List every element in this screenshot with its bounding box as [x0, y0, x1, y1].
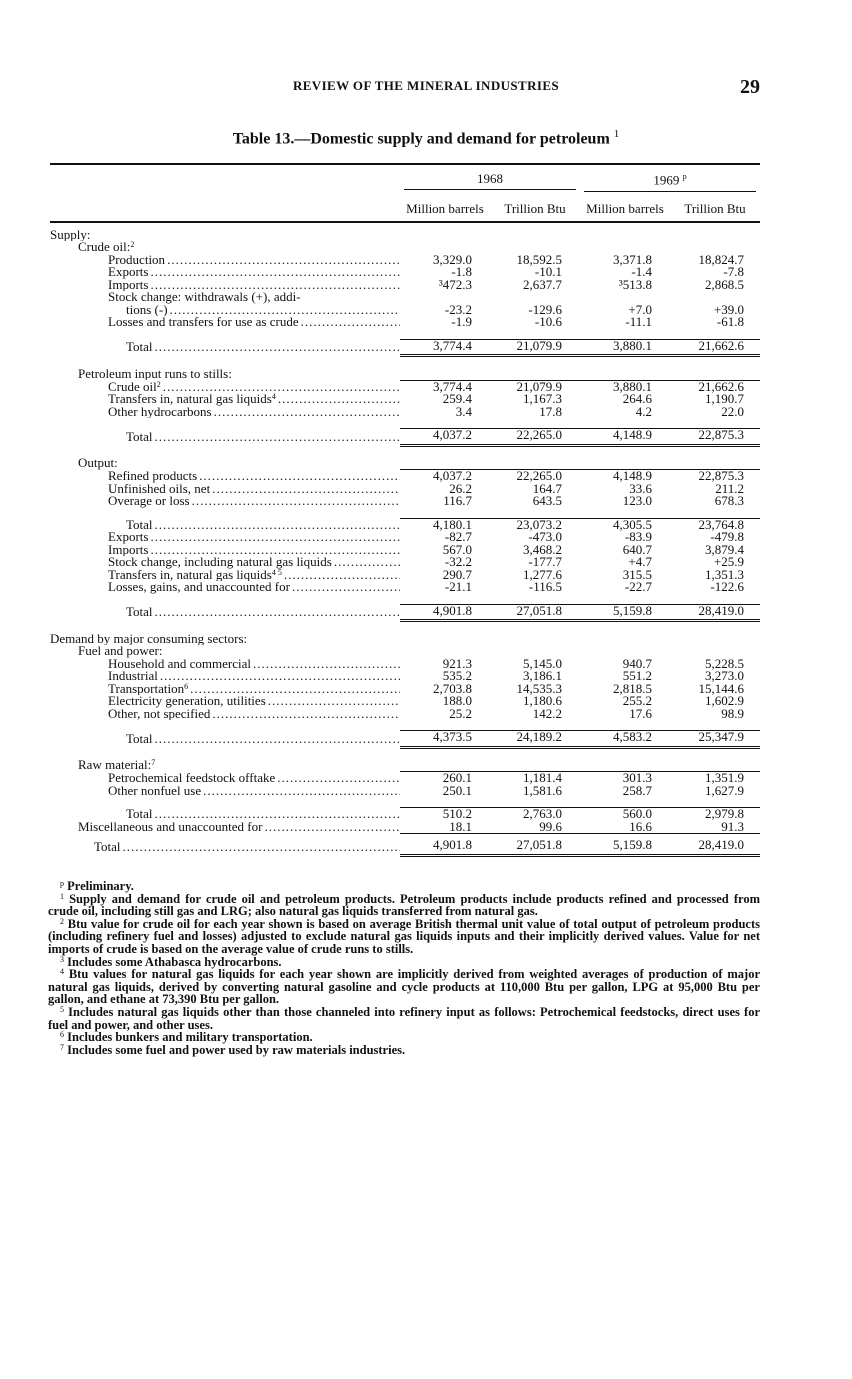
table-row [50, 556, 760, 569]
table-section-heading [50, 356, 760, 381]
table-row [50, 581, 760, 594]
table-cell: 21,079.9 [490, 380, 580, 393]
footnote-mark: 6 [60, 1030, 64, 1040]
table-cell [670, 621, 760, 646]
table-cell: -32.2 [444, 556, 472, 569]
table-cell: 3,371.8 [613, 253, 652, 267]
table-cell: 15,144.6 [698, 682, 744, 696]
table-cell [400, 645, 490, 658]
table-cell: -1.8 [451, 266, 472, 279]
row-label: Crude oil$^2$ ..... [50, 380, 400, 393]
stub-header [50, 164, 400, 196]
table-cell [400, 445, 490, 470]
row-label: Refined products ..... [50, 470, 400, 483]
unit-header: Million barrels [586, 200, 664, 216]
table-section-heading [50, 621, 760, 646]
table-cell: -23.2 [444, 303, 472, 317]
table-cell [580, 356, 670, 381]
table-cell: -61.8 [716, 316, 744, 329]
table-cell [400, 621, 490, 646]
table-title-text: Table 13.—Domestic supply and demand for petroleum [232, 130, 610, 148]
table-row [50, 393, 760, 406]
table-cell: -10.6 [534, 316, 562, 329]
table-row [50, 279, 760, 292]
table-cell: 3,186.1 [523, 670, 562, 683]
table-row [50, 470, 760, 483]
table-cell: 33.6 [629, 482, 652, 496]
year-header-row [50, 164, 760, 196]
table-cell [400, 291, 490, 304]
footnote [48, 918, 760, 956]
footnote-text: Supply and demand for crude oil and petroleum products. Petroleum products include products refined and processed from crude oil, including still gas and LRG; also natural gas liquids transferred from natural gas. [48, 891, 760, 919]
footnote-mark: 2 [60, 916, 64, 926]
table-cell: 1,627.9 [705, 784, 744, 798]
table-cell [490, 747, 580, 772]
table-section-heading [50, 445, 760, 470]
row-label: Petrochemical feedstock offtake ..... [50, 772, 400, 785]
table-cell: 940.7 [622, 657, 652, 671]
table-cell [580, 645, 670, 658]
table-cell [670, 356, 760, 381]
table-row [50, 266, 760, 279]
table-cell: 560.0 [580, 808, 670, 821]
row-label: Demand by major consuming sectors: [50, 632, 248, 646]
table-cell [400, 222, 490, 242]
table-cell: -7.8 [723, 266, 744, 279]
table-cell: 535.2 [442, 670, 472, 683]
table-cell: 27,051.8 [490, 834, 580, 856]
footnote [48, 893, 760, 918]
table-cell: 18.1 [449, 820, 472, 834]
table-cell [670, 222, 760, 242]
table-cell: 5,159.8 [580, 834, 670, 856]
table-cell: 5,145.0 [523, 657, 562, 671]
table-cell: 28,419.0 [670, 604, 760, 621]
table-cell: 26.2 [449, 482, 472, 496]
footnotes [48, 880, 760, 1056]
table-cell: 116.7 [443, 495, 472, 508]
table-cell [580, 241, 670, 254]
table-cell: 2,763.0 [490, 808, 580, 821]
table-cell: 22.0 [721, 405, 744, 419]
table-cell: 5,159.8 [580, 604, 670, 621]
row-label: Other, not specified ..... [50, 708, 400, 721]
table-cell [670, 747, 760, 772]
table-cell: 4,901.8 [400, 604, 490, 621]
table-cell: 164.7 [532, 482, 562, 496]
table-title-ref: 1 [613, 128, 620, 140]
footnote [48, 968, 760, 1006]
table-cell [400, 241, 490, 254]
table-cell: 2,818.5 [613, 682, 652, 696]
table-cell: 91.3 [721, 820, 744, 834]
table-cell: 22,265.0 [490, 470, 580, 483]
table-cell [400, 356, 490, 381]
footnote-mark: 7 [60, 1042, 64, 1052]
table-cell: 3,774.4 [400, 380, 490, 393]
table-cell: 4,305.5 [580, 518, 670, 531]
table-cell: 23,073.2 [490, 518, 580, 531]
table-cell: 567.0 [442, 543, 472, 557]
table-cell [670, 241, 760, 254]
table-cell: 123.0 [622, 495, 652, 508]
page-number: 29 [740, 76, 760, 98]
table-cell: 258.7 [622, 784, 652, 798]
table-cell: 2,703.8 [433, 682, 472, 696]
table-cell: 22,875.3 [670, 470, 760, 483]
table-cell: 678.3 [714, 495, 744, 508]
row-label: Total ..... [50, 834, 400, 856]
footnote-text: Includes some fuel and power used by raw materials industries. [67, 1042, 406, 1057]
table-cell: 1,181.4 [490, 772, 580, 785]
footnote-mark: 4 [60, 967, 64, 977]
table-cell: 1,602.9 [705, 695, 744, 708]
table-cell: 551.2 [622, 670, 652, 683]
footnote-ref: 4 5 [271, 568, 282, 577]
row-label: Transfers in, natural gas liquids$^{4 5}$ ..... [50, 569, 400, 582]
table-cell [670, 645, 760, 658]
table-cell: 1,180.6 [523, 695, 562, 708]
table-section-heading [50, 645, 760, 658]
row-label: tions (-) ..... [50, 304, 400, 317]
table-row [50, 316, 760, 329]
table-cell: 1,277.6 [523, 568, 562, 582]
table-row [50, 483, 760, 496]
table-cell: 3.4 [455, 405, 472, 419]
table-cell [670, 445, 760, 470]
footnote-text: Includes natural gas liquids other than those channeled into refinery input as follows: Petrochemical feedstocks, direct uses for fuel and power, and other uses. [48, 1004, 760, 1032]
row-label: Total ..... [50, 808, 400, 821]
table-cell: -129.6 [528, 303, 562, 317]
table-cell: +39.0 [713, 303, 744, 317]
table-cell: 4,901.8 [400, 834, 490, 856]
table-cell: 301.3 [580, 772, 670, 785]
table-cell: 250.1 [442, 784, 472, 798]
table-body [50, 222, 760, 856]
table-cell: 290.7 [442, 568, 472, 582]
row-label: Transportation$^6$ ..... [50, 683, 400, 696]
table-cell: 21,079.9 [490, 339, 580, 356]
table-cell: -177.7 [528, 556, 562, 569]
unit-header-row [50, 196, 760, 221]
table-cell: ³513.8 [618, 278, 652, 292]
table-cell: 4,373.5 [400, 731, 490, 748]
row-label: Exports ..... [50, 266, 400, 279]
table-section-heading [50, 291, 760, 304]
table-cell: 21,662.6 [670, 380, 760, 393]
table-total-row [50, 808, 760, 821]
table-cell: 22,265.0 [490, 429, 580, 446]
table-cell: 23,764.8 [670, 518, 760, 531]
table-row [50, 495, 760, 508]
year-header-1968: 1968 [404, 173, 576, 191]
table-cell: 3,329.0 [433, 253, 472, 267]
table-cell: 3,468.2 [523, 543, 562, 557]
table-cell: 28,419.0 [670, 834, 760, 856]
footnote-text: Includes bunkers and military transportation. [67, 1030, 313, 1045]
row-label: Exports ..... [50, 531, 400, 544]
row-label: Industrial ..... [50, 670, 400, 683]
table-cell: -1.9 [451, 316, 472, 329]
table-cell [490, 445, 580, 470]
table-row [50, 406, 760, 419]
table-total-row [50, 731, 760, 748]
table-cell: 4,037.2 [400, 470, 490, 483]
table-cell: +7.0 [628, 303, 652, 317]
table-cell: 4.2 [635, 405, 652, 419]
table-cell [580, 222, 670, 242]
footnote-ref: 7 [151, 759, 156, 768]
row-label: Unfinished oils, net ..... [50, 483, 400, 496]
row-label: Stock change: withdrawals (+), addi- [108, 291, 301, 304]
footnote-ref: 4 [271, 393, 276, 402]
unit-header: Million barrels [406, 200, 484, 216]
footnote-text: Btu value for crude oil for each year shown is based on average British thermal unit value of total output of petroleum products (including refinery fuel and losses) adjusted to exclude natural gas liquids inputs and their implicitly derived values. Value for net imports of crude is based on the average value of crude runs to stills. [48, 916, 761, 956]
row-label: Output: [78, 457, 118, 470]
row-label: Other hydrocarbons ..... [50, 406, 400, 419]
table-cell: 98.9 [721, 707, 744, 721]
table-row [50, 380, 760, 393]
table-row [50, 785, 760, 798]
row-label: Total ..... [50, 429, 400, 446]
footnote-text: Includes some Athabasca hydrocarbons. [67, 954, 282, 969]
table-cell: -479.8 [710, 531, 744, 544]
table-total-row [50, 604, 760, 621]
row-label: Total ..... [50, 339, 400, 356]
table-cell: 1,167.3 [523, 393, 562, 406]
row-label: Stock change, including natural gas liquids ..... [50, 556, 400, 569]
table-cell: 264.6 [622, 393, 652, 406]
footnote [48, 1044, 760, 1057]
table-title [0, 128, 852, 148]
row-label: Crude oil:$^2$ [78, 241, 135, 254]
table-cell: 211.2 [715, 482, 744, 496]
table-cell [580, 747, 670, 772]
table-section-heading [50, 747, 760, 772]
unit-header: Trillion Btu [504, 200, 566, 216]
table-cell: 16.6 [629, 820, 652, 834]
row-label: Electricity generation, utilities ..... [50, 695, 400, 708]
row-label: Production ..... [50, 254, 400, 267]
table-cell: 99.6 [539, 820, 562, 834]
table-cell: 17.8 [539, 405, 562, 419]
table-cell [580, 621, 670, 646]
table-cell: 24,189.2 [490, 731, 580, 748]
table-cell [490, 222, 580, 242]
table-cell: 643.5 [532, 495, 562, 508]
table-row [50, 304, 760, 317]
table-cell: +4.7 [628, 556, 652, 569]
table-cell: 17.6 [629, 707, 652, 721]
table-cell: 4,037.2 [400, 429, 490, 446]
unit-header: Trillion Btu [684, 200, 746, 216]
table-cell [580, 291, 670, 304]
table-cell: 1,351.9 [670, 772, 760, 785]
table-cell: 188.0 [442, 695, 472, 708]
row-label: Losses and transfers for use as crude ..... [50, 316, 400, 329]
running-head: REVIEW OF THE MINERAL INDUSTRIES [292, 78, 560, 93]
table-row [50, 254, 760, 267]
table-cell: 25.2 [449, 707, 472, 721]
table-row [50, 658, 760, 671]
row-label: Household and commercial ..... [50, 658, 400, 671]
table-cell: 2,637.7 [523, 278, 562, 292]
table-cell: 3,880.1 [580, 339, 670, 356]
table-cell: 5,228.5 [705, 657, 744, 671]
table-total-row [50, 339, 760, 356]
table-cell: 14,535.3 [516, 682, 562, 696]
row-label: Raw material:$^7$ [78, 759, 156, 772]
footnote-mark: 3 [60, 954, 64, 964]
table-cell: +25.9 [713, 556, 744, 569]
row-label: Total ..... [50, 518, 400, 531]
table-total-row [50, 429, 760, 446]
row-label: Petroleum input runs to stills: [78, 367, 232, 381]
row-label: Imports ..... [50, 279, 400, 292]
table-cell: 25,347.9 [670, 731, 760, 748]
table-cell: 3,880.1 [580, 380, 670, 393]
table-cell: 4,148.9 [580, 470, 670, 483]
row-label: Total ..... [50, 731, 400, 748]
table-cell: 1,581.6 [523, 784, 562, 798]
table-cell: 3,879.4 [705, 543, 744, 557]
table-total-row [50, 518, 760, 531]
row-label: Fuel and power: [78, 645, 163, 658]
table-section-heading [50, 222, 760, 242]
table-row [50, 531, 760, 544]
table-cell: 21,662.6 [670, 339, 760, 356]
table-cell: 1,351.3 [705, 568, 744, 582]
table-cell: -10.1 [534, 266, 562, 279]
table-cell [490, 356, 580, 381]
table-cell [490, 645, 580, 658]
table-cell: 3,273.0 [705, 670, 744, 683]
table-row [50, 695, 760, 708]
table-cell: 640.7 [622, 543, 652, 557]
footnote [48, 1006, 760, 1031]
table-cell: -1.4 [631, 266, 652, 279]
table-row [50, 544, 760, 557]
table-cell [670, 291, 760, 304]
table-cell: 4,180.1 [400, 518, 490, 531]
table-cell: 27,051.8 [490, 604, 580, 621]
row-label: Supply: [50, 228, 91, 242]
row-label: Losses, gains, and unaccounted for ..... [50, 581, 400, 594]
table-total-row [50, 834, 760, 856]
table-cell: -11.1 [625, 316, 652, 329]
footnote-mark: 1 [60, 891, 64, 901]
footnote-mark: p [60, 879, 64, 888]
table-cell: 1,190.7 [705, 393, 744, 406]
table-cell: 315.5 [622, 568, 652, 582]
year-header-1969: 1969 $^p$ [584, 171, 756, 192]
table-row [50, 708, 760, 721]
row-label: Total ..... [50, 604, 400, 621]
table-cell [490, 291, 580, 304]
table-cell: 22,875.3 [670, 429, 760, 446]
table-cell: -21.1 [444, 581, 472, 594]
table-cell: 510.2 [400, 808, 490, 821]
table-row [50, 670, 760, 683]
table-cell: 2,979.8 [670, 808, 760, 821]
table-row [50, 683, 760, 696]
table-cell: -82.7 [444, 531, 472, 544]
table-cell: 4,148.9 [580, 429, 670, 446]
table-cell [490, 621, 580, 646]
table-row [50, 821, 760, 834]
footnote-text: Btu values for natural gas liquids for each year shown are implicitly derived from weighted averages of production of major natural gas liquids, derived by converting natural gasoline and cycle products at 110,000 Btu per gallon, LPG at 95,000 Btu per gallon, and ethane at 73,390 Btu per gallon. [48, 967, 761, 1007]
table-section-heading [50, 241, 760, 254]
row-label: Imports ..... [50, 544, 400, 557]
footnote-ref: 2 [130, 241, 135, 250]
row-label: Miscellaneous and unaccounted for ..... [50, 821, 400, 834]
row-label: Other nonfuel use ..... [50, 785, 400, 798]
table-cell: -83.9 [624, 531, 652, 544]
footnote-ref: 6 [184, 682, 189, 691]
table-cell: ³472.3 [438, 278, 472, 292]
table-cell: 142.2 [532, 707, 562, 721]
row-label: Transfers in, natural gas liquids$^4$ ..... [50, 393, 400, 406]
table-cell: 255.2 [622, 695, 652, 708]
footnote-mark: 5 [60, 1004, 64, 1014]
table-cell [490, 241, 580, 254]
table-cell: 2,868.5 [705, 278, 744, 292]
supply-demand-table [50, 163, 760, 857]
table-cell: 260.1 [400, 772, 490, 785]
table-cell: -22.7 [624, 581, 652, 594]
table-cell [400, 747, 490, 772]
table-cell: 259.4 [442, 393, 472, 406]
table-cell [580, 445, 670, 470]
footnote-text: Preliminary. [67, 879, 134, 893]
table-cell: 18,592.5 [516, 253, 562, 267]
table-row [50, 772, 760, 785]
footnote-ref: 2 [156, 380, 161, 389]
table-cell: 921.3 [442, 657, 472, 671]
table-row [50, 569, 760, 582]
table-cell: 4,583.2 [580, 731, 670, 748]
row-label: Overage or loss ..... [50, 495, 400, 508]
table-cell: -122.6 [710, 581, 744, 594]
table-cell: -473.0 [528, 531, 562, 544]
table-cell: 18,824.7 [698, 253, 744, 267]
table-cell: -116.5 [528, 581, 562, 594]
table-cell: 3,774.4 [400, 339, 490, 356]
